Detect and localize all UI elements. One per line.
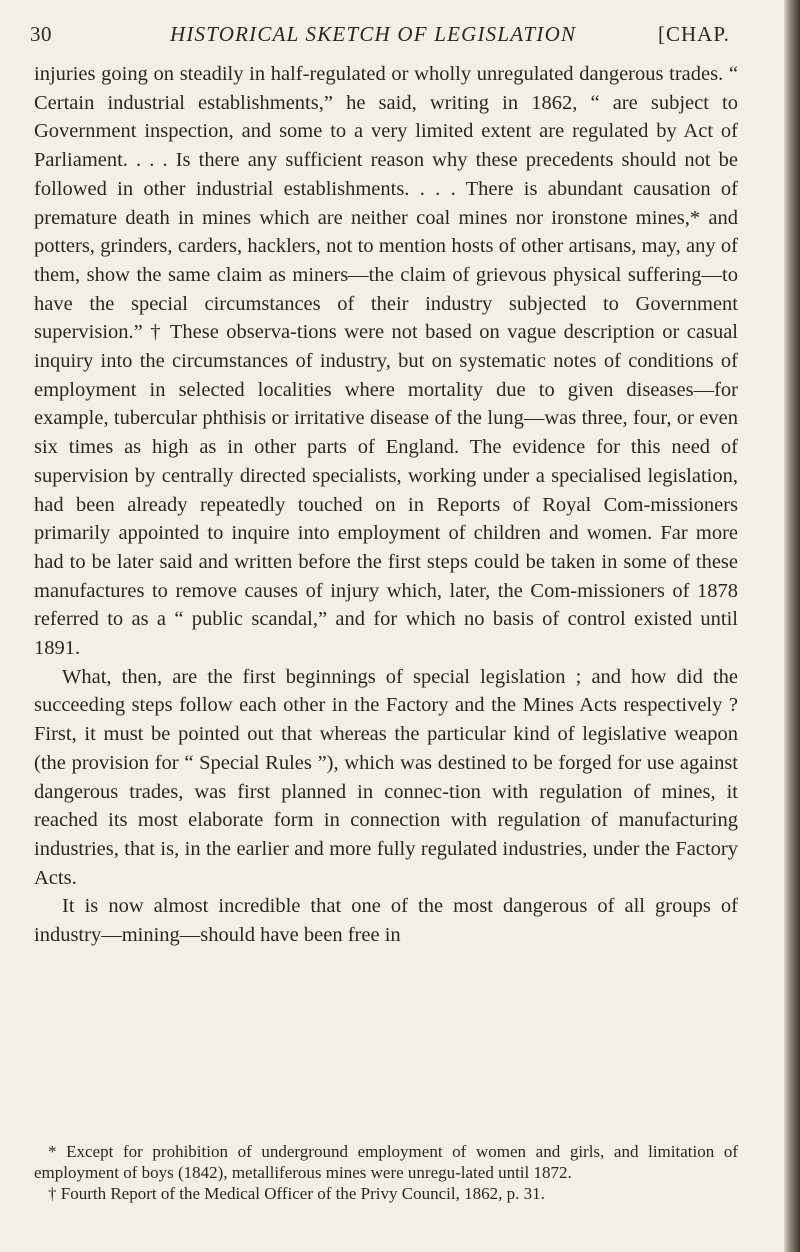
paragraph: injuries going on steadily in half-regulated or wholly unregulated dangerous trades. “ Certain industrial establishments,” he said, writing in 1862, “ are subject to Government inspection, and some to a very limited extent are regulated by Act of Parliament. . . . Is there any sufficient reason why these precedents should not be followed in other industrial establishments. . . . There is abundant causation of premature death in mines which are neither coal mines nor ironstone mines,* and potters, grinders, carders, hacklers, not to mention hosts of other artisans, may, any of them, show the same claim as miners—the claim of grievous physical suffering—to have the special circumstances of their industry subjected to Government supervision.” † These observa-tions were not based on vague description or casual inquiry into the circumstances of industry, but on systematic notes of conditions of employment in selected localities where mortality due to given diseases—for example, tubercular phthisis or irritative disease of the lung—was three, four, or even six times as high as in other parts of England. The evidence for this need of supervision by centrally directed specialists, working under a specialised legislation, had been already repeatedly touched on in Reports of Royal Com-missioners primarily appointed to inquire into employment of children and women. Far more had to be later said and written before the first steps could be taken in some of these manufactures to remove causes of injury which, later, the Com-missioners of 1878 referred to as a “ public scandal,” and for which no basis of control existed until 1891. xyxy=(34,63,738,660)
footnote: † Fourth Report of the Medical Officer of the Privy Council, 1862, p. 31. xyxy=(48,1184,545,1203)
running-title: HISTORICAL SKETCH OF LEGISLATION xyxy=(170,22,577,46)
running-header xyxy=(30,22,740,52)
paragraph: What, then, are the first beginnings of special legislation ; and how did the succeeding steps follow each other in the Factory and the Mines Acts respectively ? First, it must be pointed out that whereas the particular kind of legislative weapon (the provision for “ Special Rules ”), which was destined to be forged for use against dangerous trades, was first planned in connec-tion with regulation of mines, it reached its most elaborate form in connection with regulation of manufacturing industries, that is, in the earlier and more fully regulated industries, under the Factory Acts. xyxy=(34,665,738,889)
chapter-label: [CHAP. xyxy=(658,22,730,46)
footnotes xyxy=(34,1141,738,1204)
paragraph: It is now almost incredible that one of the most dangerous of all groups of industry—mining—should have been free in xyxy=(34,895,738,947)
footnote: * Except for prohibition of underground employment of women and girls, and limitation of employment of boys (1842), metalliferous mines were unregu-lated until 1872. xyxy=(34,1142,738,1182)
body-text xyxy=(34,60,738,950)
book-spine-shadow xyxy=(784,0,800,1252)
page-number: 30 xyxy=(30,22,52,46)
